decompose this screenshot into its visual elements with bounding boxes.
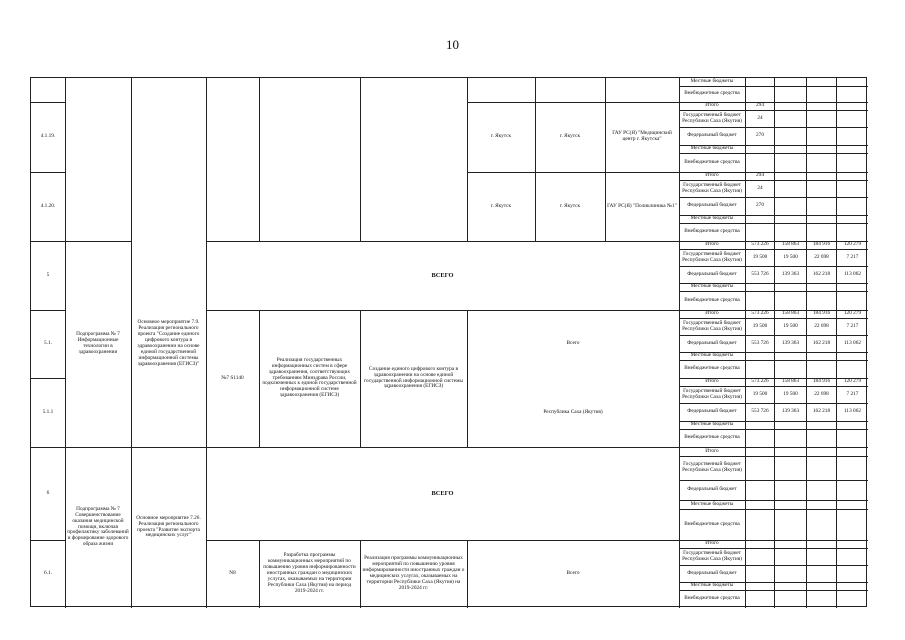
amount-cell (746, 456, 774, 480)
funding-source-label: Государственный бюджет Республики Саха (Якутия) (682, 181, 742, 194)
amount-cell: 184 916 (812, 310, 831, 317)
location-cell: Всего (566, 340, 580, 347)
funding-source-label: Государственный бюджет Республики Саха (Якутия) (682, 549, 742, 562)
funding-source-label: Итого (705, 378, 719, 385)
amount-cell (746, 582, 774, 590)
amount-cell (746, 540, 774, 548)
amount-cell (746, 565, 774, 582)
amount-cell (807, 590, 836, 608)
description-cell: Разработка программы коммуникационных мероприятий по повышению уровня информированности иностранных граждан о медицинских услугах, оказываемых на территории Республики Саха (Якутия) на период 2019-2024 гг. (263, 552, 356, 594)
amount-cell (837, 429, 868, 447)
funding-source-label: Государственный бюджет Республики Саха (Якутия) (682, 461, 742, 473)
row-number: 5.1.1 (42, 408, 54, 415)
amount-cell (775, 456, 806, 480)
amount-cell (837, 421, 868, 429)
amount-cell (807, 102, 836, 110)
amount-cell (837, 197, 868, 215)
amount-cell (807, 110, 836, 127)
amount-cell: 184 916 (812, 378, 831, 385)
funding-source-label: Федеральный бюджет (687, 486, 737, 493)
amount-cell (775, 223, 806, 241)
amount-cell (807, 127, 836, 145)
amount-cell (837, 352, 868, 360)
amount-cell (837, 590, 868, 608)
amount-cell: 113 062 (843, 270, 862, 277)
amount-cell: 19 500 (752, 322, 768, 329)
amount-cell: 19 500 (752, 390, 768, 397)
amount-cell: 162 218 (812, 270, 831, 277)
amount-cell (837, 480, 868, 500)
amount-cell (775, 565, 806, 582)
amount-cell (746, 352, 774, 360)
amount-cell (807, 447, 836, 456)
amount-cell (775, 590, 806, 608)
amount-cell (837, 102, 868, 110)
amount-cell (746, 145, 774, 153)
amount-cell (775, 110, 806, 127)
amount-cell (837, 582, 868, 590)
amount-cell (807, 197, 836, 215)
funding-source-label: Федеральный бюджет (687, 270, 737, 277)
amount-cell (807, 172, 836, 180)
amount-cell (837, 172, 868, 180)
amount-cell (837, 153, 868, 172)
funding-source-label: Местные бюджеты (690, 582, 734, 589)
amount-cell (746, 500, 774, 509)
code-cell: N8 (229, 570, 236, 577)
col-divider (259, 78, 260, 241)
amount-cell (837, 145, 868, 153)
amount-cell (775, 291, 806, 310)
amount-cell (775, 197, 806, 215)
amount-cell (837, 110, 868, 127)
amount-cell: 184 916 (812, 241, 831, 248)
amount-cell (746, 223, 774, 241)
funding-source-label: Итого (705, 102, 719, 109)
funding-source-label: Внебюджетные средства (684, 90, 740, 97)
amount-cell: 19 500 (783, 390, 798, 397)
organization-cell: ГАУ РС(Я) "Медицинский центр г. Якутска" (612, 130, 672, 142)
funding-source-label: Государственный бюджет Республики Саха (Якутия) (682, 250, 742, 263)
page-number: 10 (446, 37, 459, 52)
city-cell: г. Якутск (559, 202, 581, 209)
funding-source-label: Итого (705, 540, 719, 547)
amount-cell: 113 062 (843, 408, 862, 415)
amount-cell (746, 509, 774, 540)
result-cell: Реализация программы коммуникационных мероприятий по повышению уровня информированности иностранных граждан о медицинских услугах, оказываемых на территории Республики Саха (Якутия) на 2019-2024 гг. (362, 555, 465, 591)
code-cell: №7 S1140 (221, 374, 244, 381)
amount-cell (807, 223, 836, 241)
row-number: 4.1.20. (40, 202, 56, 209)
amount-cell: 22 698 (814, 390, 829, 397)
amount-cell (775, 180, 806, 197)
amount-cell: 573 226 (751, 241, 769, 248)
amount-cell (775, 127, 806, 145)
amount-cell: 162 218 (812, 408, 831, 415)
funding-source-label: Государственный бюджет Республики Саха (Якутия) (682, 111, 742, 124)
amount-cell (807, 352, 836, 360)
funding-source-label: Федеральный бюджет (687, 408, 737, 415)
amount-cell (807, 582, 836, 590)
amount-cell: 553 726 (751, 339, 769, 346)
amount-cell (807, 86, 836, 102)
amount-cell (807, 145, 836, 153)
amount-cell: 573 226 (751, 378, 769, 385)
row-number: 4.1.19. (40, 133, 56, 140)
budget-table (30, 77, 867, 607)
amount-cell (837, 447, 868, 456)
funding-source-label: Итого (705, 172, 719, 179)
subprogram-cell: Подпрограмма № 7 Совершенствование оказания медицинской помощи, включая профилактику заболеваний и формирование здорового образа жизни (67, 505, 129, 548)
amount-cell (807, 480, 836, 500)
amount-cell (775, 540, 806, 548)
amount-cell (807, 548, 836, 565)
city-cell: г. Якутск (559, 133, 581, 140)
amount-cell (807, 540, 836, 548)
funding-source-label: Местные бюджеты (690, 283, 734, 290)
amount-cell (746, 360, 774, 378)
funding-source-label: Местные бюджеты (690, 421, 734, 428)
amount-cell (775, 153, 806, 172)
amount-cell (807, 153, 836, 172)
amount-cell (837, 360, 868, 378)
amount-cell (775, 102, 806, 110)
funding-source-label: Федеральный бюджет (687, 339, 737, 346)
amount-cell (775, 352, 806, 360)
amount-cell (746, 590, 774, 608)
amount-cell (837, 540, 868, 548)
organization-cell: ГАУ РС(Я) "Поликлиника №1" (607, 202, 677, 209)
amount-cell: 270 (756, 132, 764, 139)
funding-source-label: Местные бюджеты (690, 500, 734, 507)
amount-cell (775, 78, 806, 86)
amount-cell (807, 180, 836, 197)
amount-cell (837, 215, 868, 223)
amount-cell (746, 215, 774, 223)
amount-cell (837, 127, 868, 145)
funding-source-label: Федеральный бюджет (687, 569, 737, 576)
amount-cell (775, 447, 806, 456)
amount-cell (775, 480, 806, 500)
main-event-cell: Основное мероприятие 7.9. Реализация регионального проекта "Создание единого цифрового контура в здравоохранении на основе единой государственной информационной системы здравоохранения (ЕГИСЗ)" (137, 319, 200, 367)
amount-cell: 294 (756, 172, 764, 179)
amount-cell (837, 548, 868, 565)
amount-cell (775, 86, 806, 102)
total-label: ВСЕГО (431, 489, 454, 497)
amount-cell: 22 698 (814, 253, 829, 260)
funding-source-label: Государственный бюджет Республики Саха (Якутия) (682, 387, 742, 400)
amount-cell: 7 217 (846, 322, 859, 329)
funding-source-label: Итого (705, 447, 719, 454)
amount-cell: 19 500 (783, 322, 798, 329)
amount-cell (837, 78, 868, 86)
amount-cell (837, 509, 868, 540)
amount-cell (807, 509, 836, 540)
amount-cell (837, 180, 868, 197)
amount-cell: 573 226 (751, 310, 769, 317)
amount-cell (837, 565, 868, 582)
funding-source-label: Внебюджетные средства (684, 228, 740, 235)
amount-cell: 7 217 (846, 390, 859, 397)
funding-source-label: Внебюджетные средства (684, 296, 740, 303)
row-number: 5 (46, 271, 50, 278)
amount-cell (746, 153, 774, 172)
funding-source-label: Внебюджетные средства (684, 434, 740, 441)
amount-cell (837, 283, 868, 291)
funding-source-label: Федеральный бюджет (687, 202, 737, 209)
description-cell: Реализация государственных информационных систем в сфере здравоохранения, соответствующих требованиям Минздрава России, подключенных к единой государственной информационной системе здравоохранения (ЕГИСЗ) (262, 356, 357, 399)
amount-cell (775, 509, 806, 540)
amount-cell: 120 279 (843, 310, 862, 317)
amount-cell: 158 863 (781, 310, 800, 317)
amount-cell (775, 145, 806, 153)
amount-cell (807, 456, 836, 480)
amount-cell: 22 698 (814, 322, 829, 329)
amount-cell: 553 726 (751, 408, 769, 415)
amount-cell (746, 548, 774, 565)
city-cell: г. Якутск (490, 133, 512, 140)
amount-cell (775, 360, 806, 378)
amount-cell (775, 283, 806, 291)
amount-cell (837, 456, 868, 480)
amount-cell: 158 863 (781, 378, 800, 385)
amount-cell: 19 500 (783, 253, 798, 260)
amount-cell (837, 86, 868, 102)
amount-cell (807, 291, 836, 310)
amount-cell (807, 421, 836, 429)
amount-cell (807, 565, 836, 582)
amount-cell (775, 421, 806, 429)
funding-source-label: Внебюджетные средства (684, 158, 740, 165)
row-number: 5.1. (44, 340, 52, 347)
amount-cell (775, 172, 806, 180)
amount-cell (837, 223, 868, 241)
amount-cell (746, 283, 774, 291)
funding-source-label: Федеральный бюджет (687, 132, 737, 139)
amount-cell: 19 500 (752, 253, 768, 260)
amount-cell (807, 500, 836, 509)
amount-cell: 294 (756, 102, 764, 109)
amount-cell (775, 429, 806, 447)
row-number: 6.1. (44, 570, 52, 577)
col-divider (360, 78, 361, 241)
amount-cell: 553 726 (751, 270, 769, 277)
location-cell: Республика Саха (Якутия) (543, 408, 603, 415)
amount-cell: 24 (757, 114, 763, 121)
result-cell: Создание единого цифрового контура в здравоохранении на основе единой государственной информационной системы здравоохранения (ЕГИСЗ) (364, 365, 463, 390)
funding-source-label: Местные бюджеты (690, 145, 734, 152)
amount-cell (807, 215, 836, 223)
funding-source-label: Местные бюджеты (690, 78, 734, 85)
amount-cell: 158 863 (781, 241, 800, 248)
total-label: ВСЕГО (431, 271, 454, 279)
funding-source-label: Внебюджетные средства (684, 520, 740, 527)
amount-cell: 24 (757, 184, 763, 191)
subprogram-cell: Подпрограмма № 7 Информационные технологии в здравоохранении (76, 331, 120, 355)
main-event-cell: Основное мероприятие 7.26. Реализация регионального проекта "Развитие экспорта медицинских услуг" (136, 514, 201, 539)
amount-cell (775, 548, 806, 565)
amount-cell (775, 582, 806, 590)
amount-cell: 162 218 (812, 339, 831, 346)
funding-source-label: Внебюджетные средства (684, 595, 740, 602)
amount-cell (807, 429, 836, 447)
amount-cell (807, 360, 836, 378)
amount-cell: 120 279 (843, 378, 862, 385)
amount-cell: 139 363 (781, 339, 800, 346)
city-cell: г. Якутск (490, 202, 512, 209)
amount-cell: 7 217 (846, 253, 859, 260)
amount-cell (837, 500, 868, 509)
funding-source-label: Внебюджетные средства (684, 365, 740, 372)
amount-cell (807, 78, 836, 86)
funding-source-label: Местные бюджеты (690, 352, 734, 359)
amount-cell (746, 429, 774, 447)
amount-cell (775, 215, 806, 223)
amount-cell: 139 363 (781, 270, 800, 277)
amount-cell (837, 291, 868, 310)
location-cell: Всего (566, 570, 580, 577)
amount-cell (775, 500, 806, 509)
row-number: 6 (46, 489, 50, 496)
funding-source-label: Местные бюджеты (690, 215, 734, 222)
amount-cell: 270 (756, 202, 764, 209)
amount-cell (746, 447, 774, 456)
amount-cell (746, 291, 774, 310)
amount-cell (746, 78, 774, 86)
funding-source-label: Государственный бюджет Республики Саха (Якутия) (682, 319, 742, 332)
amount-cell (807, 283, 836, 291)
amount-cell: 139 363 (781, 408, 800, 415)
amount-cell (746, 480, 774, 500)
amount-cell: 113 062 (843, 339, 862, 346)
amount-cell (746, 421, 774, 429)
funding-source-label: Итого (705, 241, 719, 248)
funding-source-label: Итого (705, 310, 719, 317)
amount-cell (746, 86, 774, 102)
amount-cell: 120 279 (843, 241, 862, 248)
